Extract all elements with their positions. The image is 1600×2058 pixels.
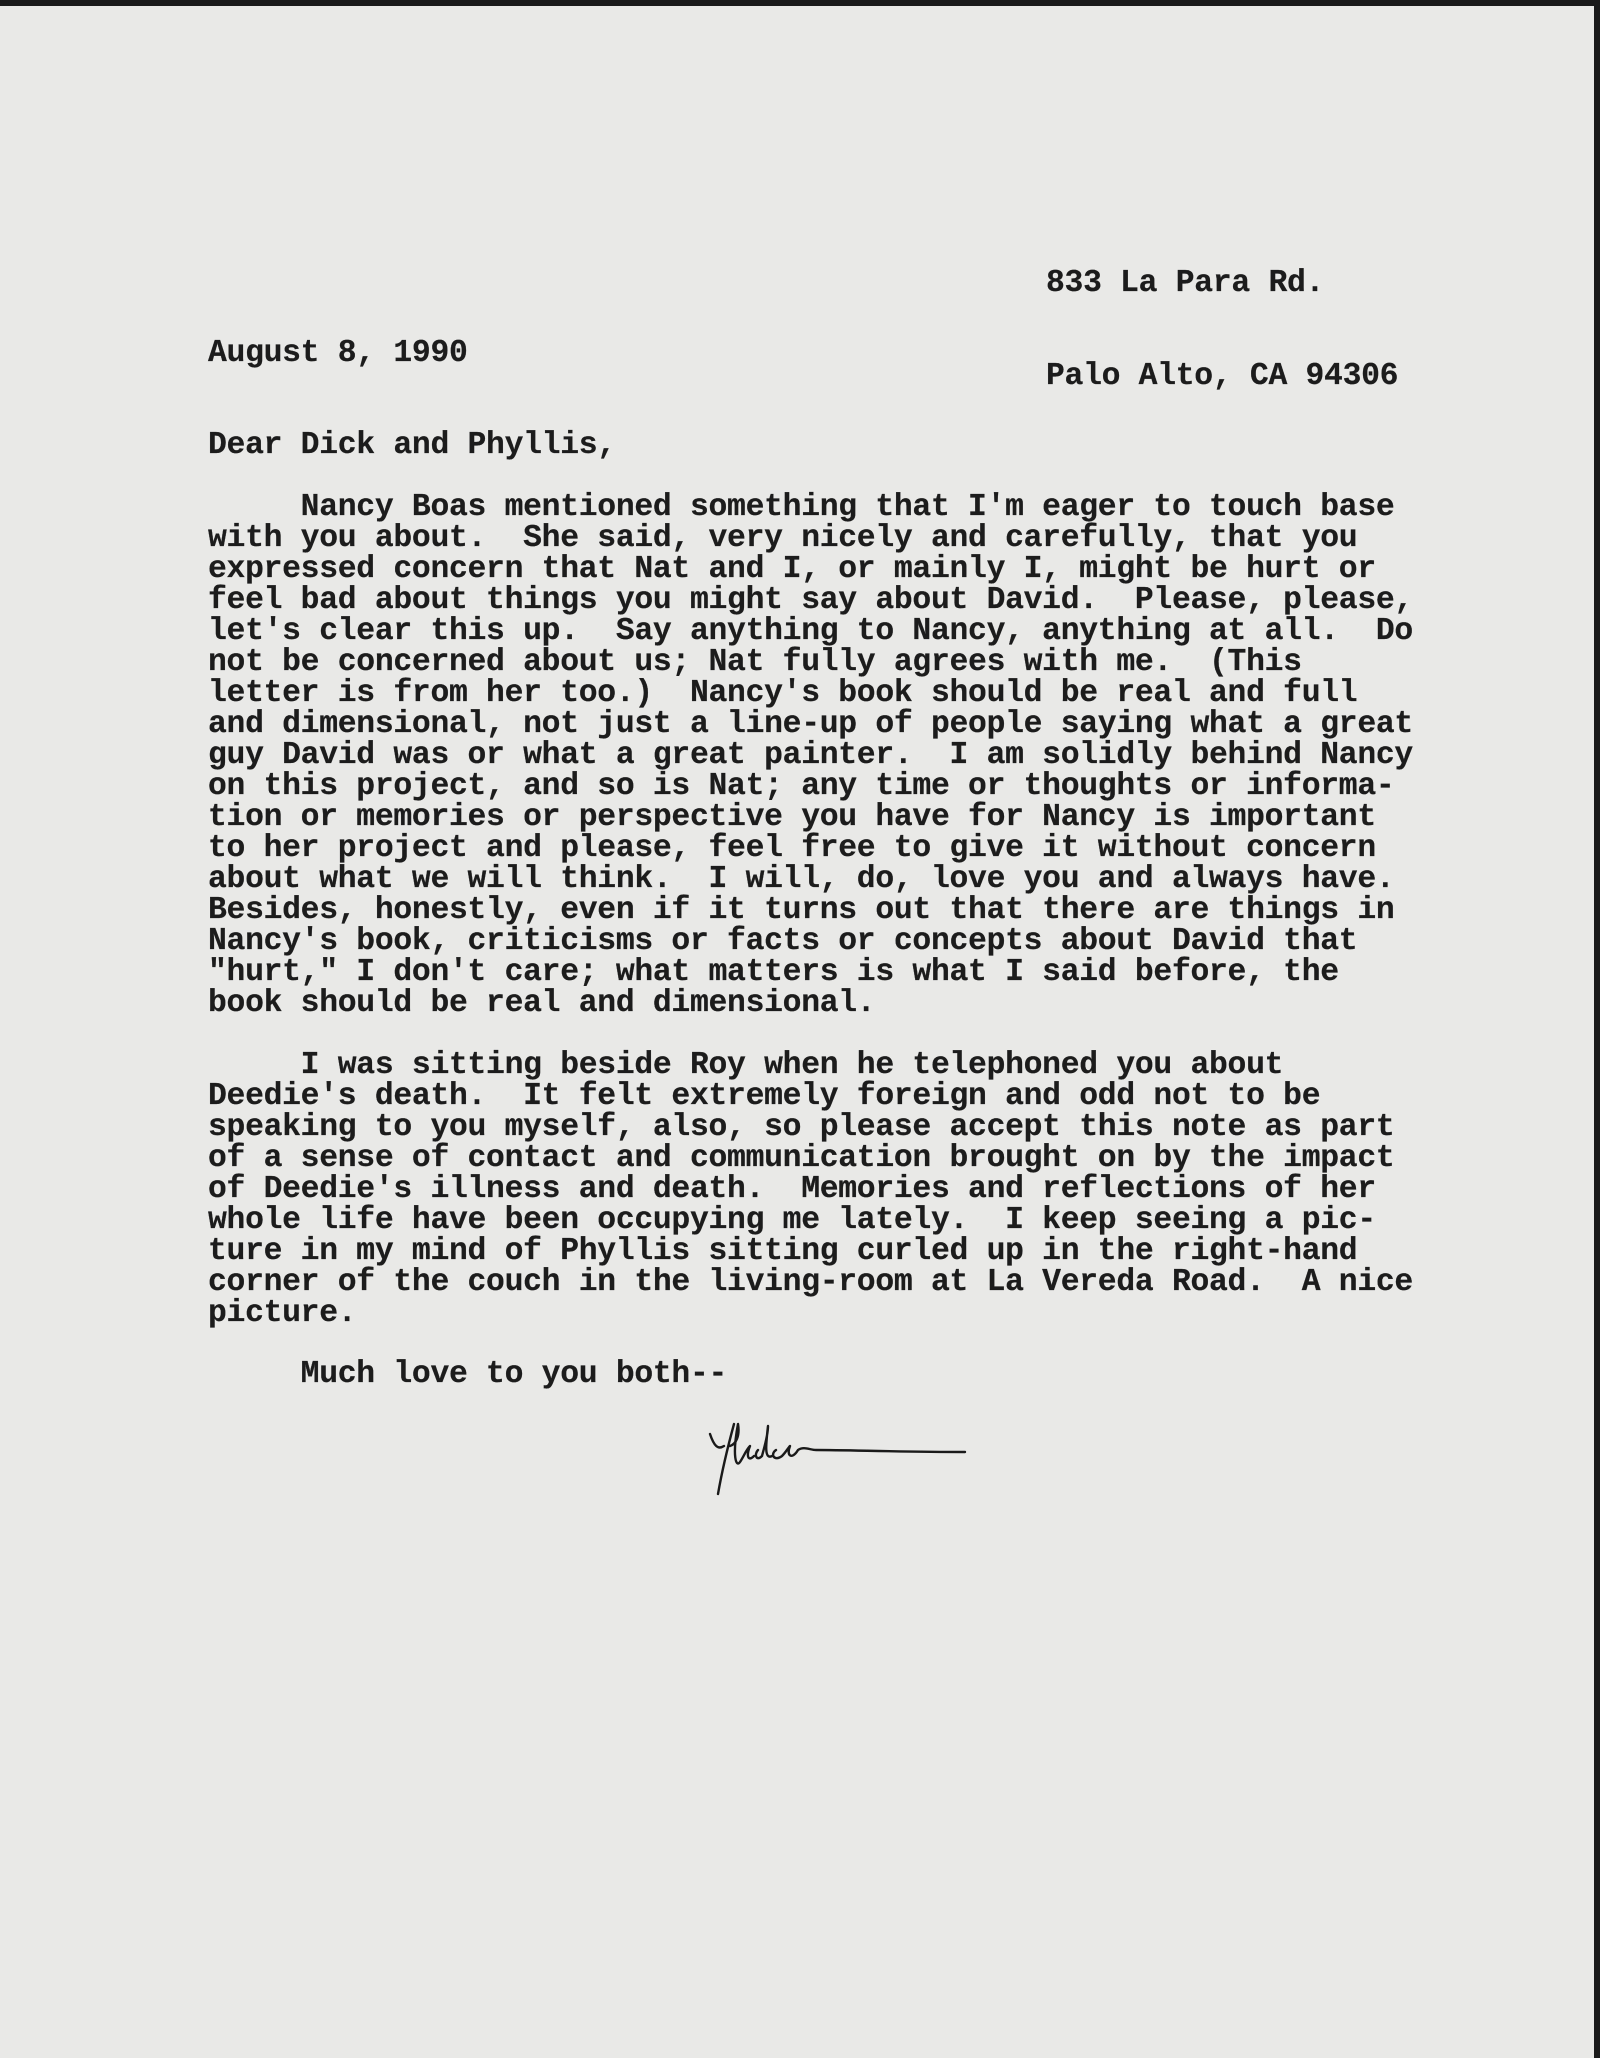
text-line: corner of the couch in the living-room at La Vereda Road. A nice — [208, 1265, 1413, 1300]
text-line: let's clear this up. Say anything to Nancy, anything at all. Do — [208, 614, 1413, 649]
text-line: tion or memories or perspective you have for Nancy is important — [208, 800, 1376, 835]
text-line: "hurt," I don't care; what matters is what I said before, the — [208, 955, 1339, 990]
text-line: to her project and please, feel free to give it without concern — [208, 831, 1376, 866]
address-line-1: 833 La Para Rd. — [1046, 266, 1325, 301]
text-line: not be concerned about us; Nat fully agrees with me. (This — [208, 645, 1302, 680]
text-line: picture. — [208, 1296, 357, 1331]
salutation: Dear Dick and Phyllis, — [208, 428, 616, 463]
text-line: of a sense of contact and communication brought on by the impact — [208, 1141, 1395, 1176]
text-line: Besides, honestly, even if it turns out that there are things in — [208, 893, 1395, 928]
text-line: feel bad about things you might say about David. Please, please, — [208, 583, 1413, 618]
text-line: expressed concern that Nat and I, or mainly I, might be hurt or — [208, 552, 1376, 587]
text-line: I was sitting beside Roy when he telephoned you about — [208, 1048, 1284, 1083]
text-line: with you about. She said, very nicely and carefully, that you — [208, 521, 1358, 556]
paragraph-2 — [208, 1050, 1413, 1329]
text-line: letter is from her too.) Nancy's book should be real and full — [208, 676, 1358, 711]
letter-date: August 8, 1990 — [208, 336, 468, 371]
text-line: ture in my mind of Phyllis sitting curled up in the right-hand — [208, 1234, 1358, 1269]
letter-page — [0, 6, 1594, 2058]
text-line: of Deedie's illness and death. Memories and reflections of her — [208, 1172, 1376, 1207]
text-line: guy David was or what a great painter. I am solidly behind Nancy — [208, 738, 1413, 773]
text-line: and dimensional, not just a line-up of people saying what a great — [208, 707, 1413, 742]
paragraph-1 — [208, 492, 1413, 1019]
address-line-2: Palo Alto, CA 94306 — [1046, 359, 1399, 394]
text-line: Nancy Boas mentioned something that I'm eager to touch base — [208, 490, 1395, 525]
text-line: whole life have been occupying me lately. I keep seeing a pic- — [208, 1203, 1376, 1238]
sender-address — [1046, 206, 1398, 454]
text-line: Nancy's book, criticisms or facts or concepts about David that — [208, 924, 1358, 959]
text-line: on this project, and so is Nat; any time or thoughts or informa- — [208, 769, 1395, 804]
handwritten-signature — [700, 1416, 980, 1506]
text-line: about what we will think. I will, do, love you and always have. — [208, 862, 1395, 897]
text-line: Deedie's death. It felt extremely foreign and odd not to be — [208, 1079, 1321, 1114]
text-line: speaking to you myself, also, so please accept this note as part — [208, 1110, 1395, 1145]
text-line: book should be real and dimensional. — [208, 986, 876, 1021]
closing: Much love to you both-- — [208, 1357, 728, 1392]
